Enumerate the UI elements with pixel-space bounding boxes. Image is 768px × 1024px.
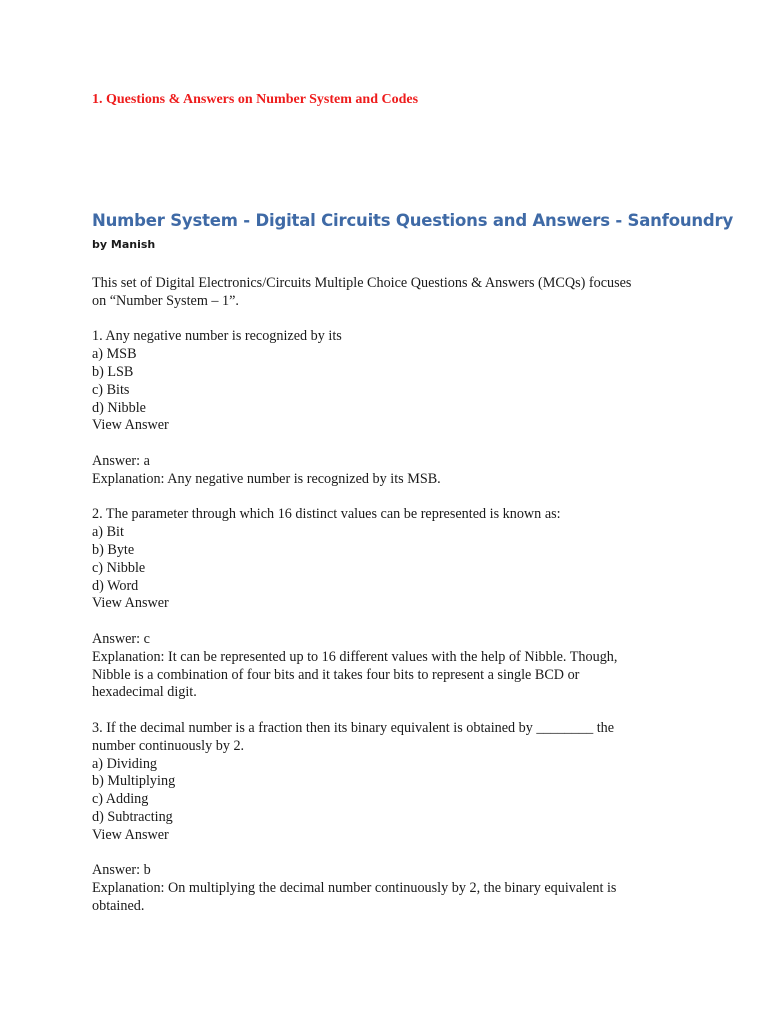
question-block: [92, 328, 682, 488]
option-d: d) Subtracting: [92, 808, 173, 825]
explanation-text: Explanation: It can be represented up to 16 different values with the help of Nibble. Though,: [92, 648, 618, 665]
intro-line: This set of Digital Electronics/Circuits Multiple Choice Questions & Answers (MCQs) focuses: [92, 275, 632, 291]
view-answer-link[interactable]: View Answer: [92, 417, 169, 434]
option-d: d) Word: [92, 577, 139, 594]
option-a: a) Dividing: [92, 755, 158, 772]
question-block: [92, 506, 682, 702]
explanation-text: Explanation: Any negative number is recognized by its MSB.: [92, 470, 441, 487]
question-text: number continuously by 2.: [92, 737, 245, 754]
option-c: c) Adding: [92, 791, 149, 808]
option-a: a) MSB: [92, 346, 137, 363]
option-d: d) Nibble: [92, 399, 146, 416]
option-c: c) Nibble: [92, 559, 146, 576]
intro-line: on “Number System – 1”.: [92, 292, 239, 309]
article-title: Number System - Digital Circuits Questions and Answers - Sanfoundry: [92, 211, 734, 230]
option-b: b) Byte: [92, 541, 135, 558]
section-title: 1. Questions & Answers on Number System and Codes: [92, 92, 419, 107]
answer-text: Answer: c: [92, 630, 150, 647]
view-answer-link[interactable]: View Answer: [92, 826, 169, 843]
option-b: b) LSB: [92, 363, 134, 380]
explanation-text: Nibble is a combination of four bits and it takes four bits to represent a single BCD or: [92, 666, 580, 683]
question-block: [92, 720, 682, 916]
question-text: 3. If the decimal number is a fraction then its binary equivalent is obtained by ________ the: [92, 719, 615, 736]
explanation-text: Explanation: On multiplying the decimal number continuously by 2, the binary equivalent is: [92, 880, 617, 897]
option-b: b) Multiplying: [92, 773, 176, 790]
view-answer-link[interactable]: View Answer: [92, 595, 169, 612]
option-a: a) Bit: [92, 524, 124, 541]
answer-text: Answer: a: [92, 452, 150, 469]
option-c: c) Bits: [92, 381, 130, 398]
question-text: 1. Any negative number is recognized by its: [92, 328, 342, 345]
answer-text: Answer: b: [92, 862, 151, 879]
article-body: [92, 275, 682, 916]
author-byline: by Manish: [92, 238, 156, 251]
explanation-text: obtained.: [92, 897, 145, 914]
explanation-text: hexadecimal digit.: [92, 684, 197, 701]
intro-paragraph: [92, 275, 682, 311]
question-text: 2. The parameter through which 16 distinct values can be represented is known as:: [92, 506, 561, 523]
